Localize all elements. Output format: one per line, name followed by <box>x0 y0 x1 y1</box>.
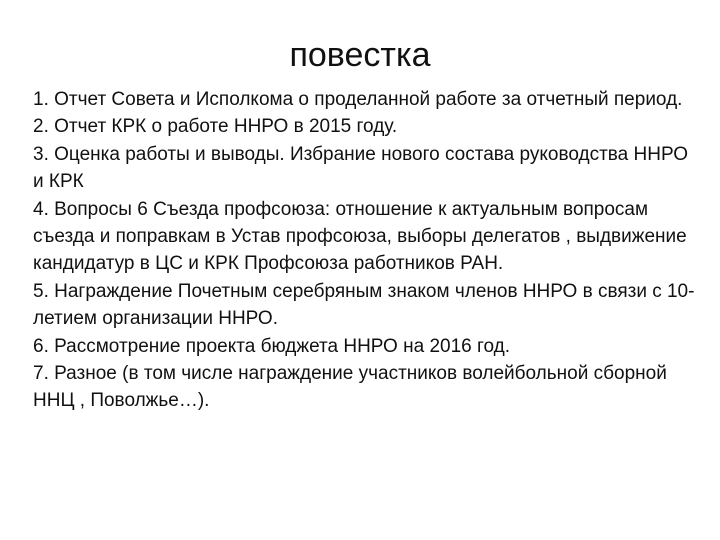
agenda-item: 2. Отчет КРК о работе ННРО в 2015 году. <box>33 116 398 138</box>
agenda-item: 5. Награждение Почетным серебряным знаком членов ННРО в связи с 10-летием организации ННРО. <box>33 280 695 330</box>
agenda-item: 6. Рассмотрение проекта бюджета ННРО на 2016 год. <box>33 335 511 357</box>
agenda-item: 7. Разное (в том числе награждение участников волейбольной сборной ННЦ , Поволжье…). <box>33 363 667 412</box>
agenda-item: 1. Отчет Совета и Исполкома о проделанной работе за отчетный период. <box>33 89 683 110</box>
agenda-item: 4. Вопросы 6 Съезда профсоюза: отношение к актуальным вопросам съезда и поправкам в Устав профсоюза, выборы делегатов , выдвижение кандидатур в ЦС и КРК Профсоюза работников РАН. <box>33 198 687 275</box>
agenda-item: 3. Оценка работы и выводы. Избрание нового состава руководства ННРО и КРК <box>33 143 688 193</box>
agenda-list <box>33 86 697 415</box>
slide-title: повестка <box>289 35 431 74</box>
